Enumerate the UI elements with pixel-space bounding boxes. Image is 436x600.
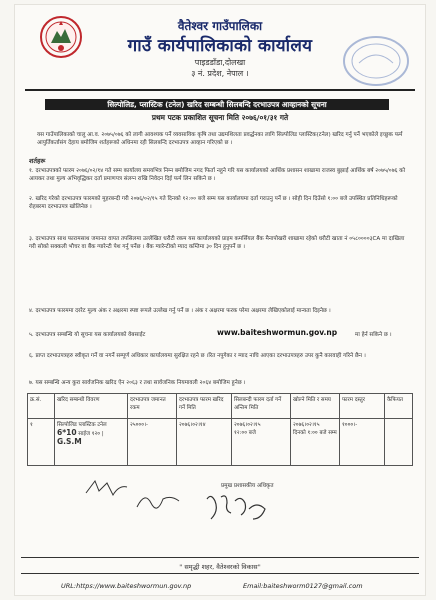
- table-header-row: [28, 394, 413, 419]
- table-header: सिलबन्दी फारम दर्ता गर्ने अन्तिम मिति: [232, 394, 291, 419]
- opening-time: दिनको १:०० बजे सम्म: [293, 430, 337, 436]
- deadline-date: २०७६।०२।१५: [234, 422, 261, 428]
- term-3: ३. दरभाउपत्र साथ फारामसाथ जमानत वापत तपसिलमा उल्लेखित धरौटी रकम यस कार्यालयको प्राइम कमर्सियल बैंक मैनापोखरी शाखामा रहेको धरौटी खाता नं ०५८००००३CA मा दाखिला गरी सोको सक्कली भौचर वा बैंक ग्यारेन्टी पेश गर्नु पर्नेछ । बैंक ग्यारेन्टीको म्याद कम्तिमा ३० दिन हुनुपर्ने छ ।: [29, 236, 405, 251]
- table-row: [28, 419, 413, 466]
- notice-subtitle: प्रथम पटक प्रकाशित सूचना मिति २०७६/०१/३१ गते: [151, 113, 289, 122]
- cell-fee: १०००।-: [340, 419, 385, 466]
- description-line-1: सिल्पोलिड प्लास्टिक टनेल: [57, 422, 107, 428]
- cell-sn: १: [28, 419, 55, 466]
- cell-remarks: [385, 419, 413, 466]
- term-2: २. खरिद गरेको दरभाउपत्र फारमको मुहरबन्दी गरी २०७६/०२/१५ गते दिनको १२:०० बजे सम्म यस कार्यालयमा दर्ता गराउनु पर्ने छ । सोही दिन दिउँसो १:०० बजे उपस्थित प्रतिनिधिहरूको रोहबरमा दरभाउपत्र खोलिनेछ ।: [29, 196, 398, 211]
- term-6: ६. प्राप्त दरभाउपत्रहरु स्वीकृत गर्ने वा नगर्ने सम्पूर्ण अधिकार कार्यालयमा सुरक्षित रहने छ ।रित नपुगेका र म्याद नाघि आएका दरभाउपत्रहरु उपर कुनै कारवाही गरिने छैन ।: [29, 353, 366, 359]
- address-line-2: ३ नं. प्रदेश, नेपाल ।: [191, 69, 249, 78]
- municipality-name: वैतेश्वर गाउँपालिका: [177, 19, 263, 33]
- handwritten-signature-icon: [201, 489, 271, 529]
- footer-divider-bottom: [21, 573, 419, 574]
- table-header: कैफियत: [385, 394, 413, 419]
- table-header: दरभाउपत्र फारम खरिद गर्ने मिति: [177, 394, 232, 419]
- tender-table: [27, 393, 413, 466]
- term-5: ५. दरभाउपत्र सम्बन्धि यो सूचना यस कार्यालयको वेबसाईट: [29, 332, 146, 338]
- term-7: ७. यस सम्बन्धि अन्य कुरा सार्वजनिक खरिद ऐन २०६३ र तथा सार्वजनिक नियमावली २०६४ बमोजिम हुनेछ ।: [29, 380, 246, 386]
- footer-email[interactable]: Email:baiteshworm0127@gmail.com: [243, 582, 363, 590]
- document-page: [14, 4, 426, 596]
- cell-deadline: [232, 419, 291, 466]
- cell-purchase-date: २०७६।०२।१४: [177, 419, 232, 466]
- term-5-tail: मा हेर्न सकिने छ ।: [355, 332, 392, 338]
- office-stamp-icon: [341, 33, 411, 89]
- table-header: क्र.सं.: [28, 394, 55, 419]
- table-header: खोल्ने मिति र समय: [291, 394, 340, 419]
- term-4: ४. दरभाउपत्र फारममा दररेट मूल्य अंक र अक्षरमा स्पष्ट रूपले उल्लेख गर्नु पर्ने छ । अंक र अक्षरमा फरक परेमा अक्षरमा लेखिएकोलाई मान्यता दिइनेछ ।: [29, 308, 331, 314]
- footer-divider-top: [21, 557, 419, 558]
- term-1: १. दरभाउपत्रको फारम २०७६/०२/१४ गते सम्म कार्यालय समयभित्र निम्न बमोजिम नगद फिर्ता नहुने गरि यस कार्यालयको आर्थिक प्रशासन शाखामा राजस्व बुझाई आर्थिक बर्ष २०७५/०७६ को आयकर तथा मुल्य अभिवृद्धिकर दर्ता प्रमाणपत्र संलग्न राखि निवेदन दिई फर्म लिन सकिने छ ।: [29, 168, 406, 183]
- deadline-time: १२:०० बजे: [234, 430, 256, 436]
- description-size: 6*10: [57, 428, 77, 437]
- footer-slogan: " समृद्धी शहर, वैतेश्वरको विकास": [179, 563, 261, 571]
- intro-paragraph: यस गाउँपालिकाको चालु आ.व. २०७५/०७६ को लागी आवश्यक पर्ने व्यवसायिक कृषि तथा उद्यमशिलता प्रवर्द्धनका लागि सिल्पोलिड प्लास्टिक(टनेल) खरिद गर्नु पर्ने भएकोले इच्छुक फर्म आपुर्तिकर्तासंग देहाय बमोजिम शर्तहरूको अधिनमा रही सिलबन्दि दरभाउपत्र आव्हान गरिएको छ ।: [37, 132, 403, 147]
- office-title: गाउँ कार्यपालिकाको कार्यालय: [127, 36, 313, 56]
- cell-description: [55, 419, 128, 466]
- footer-url[interactable]: URL:https://www.baiteshwormun.gov.np: [61, 582, 192, 590]
- website-link[interactable]: www.baiteshwormun.gov.np: [217, 328, 338, 337]
- opening-date: २०७६।०२।१५: [293, 422, 320, 428]
- cell-opening: [291, 419, 340, 466]
- cell-guarantee: २५०००।-: [128, 419, 177, 466]
- terms-heading: शर्तहरू: [29, 157, 46, 165]
- description-line-2: साईज १२० |: [78, 431, 104, 437]
- header-divider: [25, 89, 415, 91]
- table-header: दरभाउपत्र जमानत रकम: [128, 394, 177, 419]
- signature-2-icon: [83, 473, 129, 501]
- signature-1-icon: [133, 485, 183, 515]
- address-line-1: पाइडडाँडा,दोलखा: [194, 58, 246, 67]
- notice-title: सिल्पोलिड, प्लास्टिक (टनेल) खरिद सम्बन्धी सिलबन्दि दरभाउपत्र आव्हानको सूचना: [45, 99, 389, 110]
- table-header: खरिद सम्बन्धी विवरण: [55, 394, 128, 419]
- signatory-title: प्रमुख प्रशासकीय अधिकृत: [221, 483, 274, 489]
- description-gsm: G.S.M: [57, 437, 82, 446]
- table-header: फारम दस्तुर: [340, 394, 385, 419]
